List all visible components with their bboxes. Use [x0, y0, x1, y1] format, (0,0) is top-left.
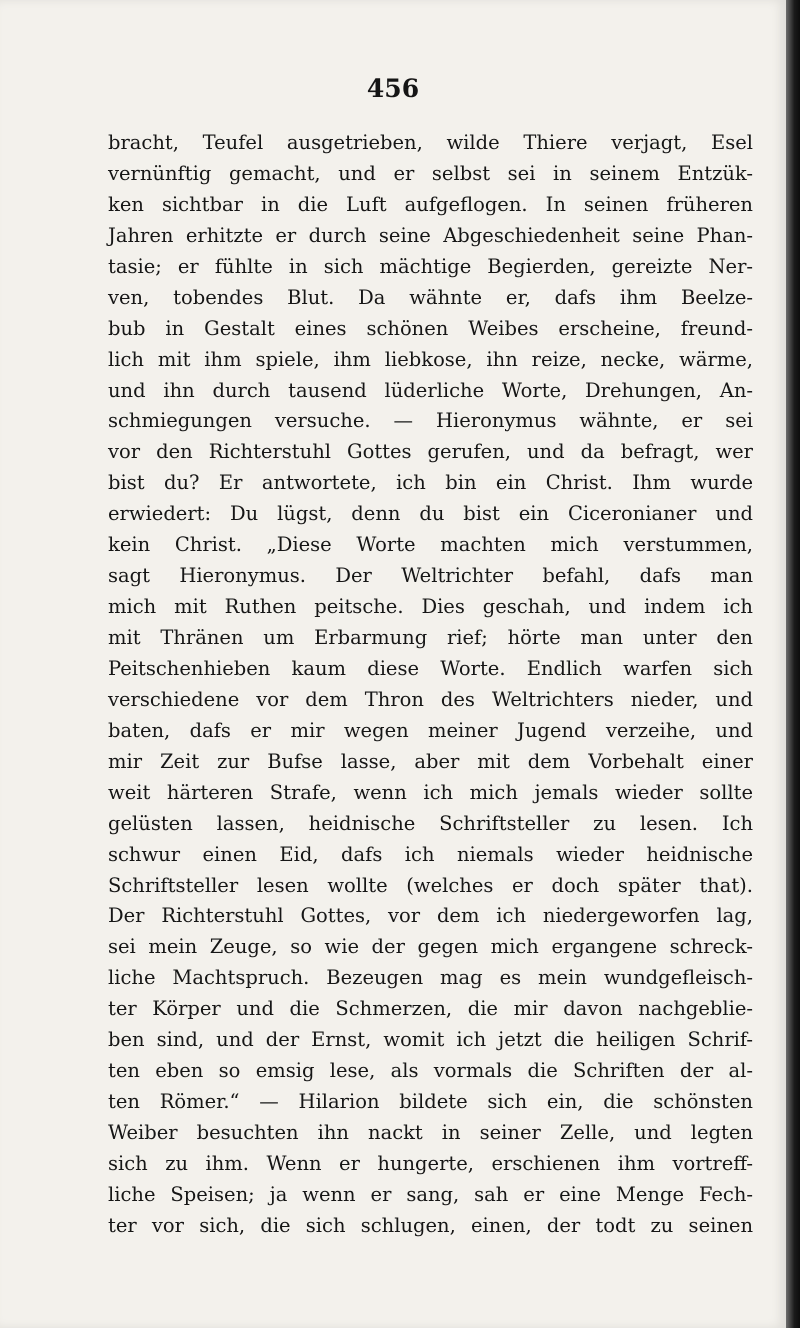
- text-line: ben sind, und der Ernst, womit ich jetzt die heiligen Schrif-: [108, 1028, 753, 1052]
- text-line: ten Römer.“ — Hilarion bildete sich ein, die schönsten: [108, 1090, 753, 1114]
- page-number: 456: [366, 74, 420, 103]
- text-line: Peitschenhieben kaum diese Worte. Endlich warfen sich: [108, 656, 753, 680]
- text-line: sei mein Zeuge, so wie der gegen mich ergangene schreck-: [108, 935, 753, 959]
- text-line: schwur einen Eid, dafs ich niemals wieder heidnische: [108, 842, 753, 866]
- text-line: bracht, Teufel ausgetrieben, wilde Thiere verjagt, Esel: [108, 131, 753, 154]
- text-line: mit Thränen um Erbarmung rief; hörte man unter den: [108, 626, 753, 649]
- text-line: baten, dafs er mir wegen meiner Jugend verzeihe, und: [108, 718, 753, 742]
- text-line: mir Zeit zur Bufse lasse, aber mit dem Vorbehalt einer: [108, 749, 753, 773]
- text-line: ten eben so emsig lese, als vormals die Schriften der al-: [108, 1059, 753, 1083]
- text-line: ter Körper und die Schmerzen, die mir davon nachgeblie-: [108, 997, 753, 1021]
- text-line: kein Christ. „Diese Worte machten mich verstummen,: [108, 533, 753, 557]
- text-line: Weiber besuchten ihn nackt in seiner Zelle, und legten: [108, 1121, 753, 1144]
- text-line: schmiegungen versuche. — Hieronymus wähnte, er sei: [108, 409, 753, 433]
- text-line: verschiedene vor dem Thron des Weltrichters nieder, und: [108, 687, 753, 711]
- text-line: ven, tobendes Blut. Da wähnte er, dafs ihm Beelze-: [108, 285, 753, 309]
- text-line: bist du? Er antwortete, ich bin ein Christ. Ihm wurde: [108, 471, 753, 495]
- page-edge-shadow: [786, 0, 800, 1328]
- text-line: sich zu ihm. Wenn er hungerte, erschienen ihm vortreff-: [108, 1151, 753, 1175]
- text-line: ken sichtbar in die Luft aufgeflogen. In seinen früheren: [108, 192, 753, 216]
- text-line: vernünftig gemacht, und er selbst sei in seinem Entzük-: [108, 161, 753, 185]
- text-line: bub in Gestalt eines schönen Weibes erscheine, freund-: [108, 316, 753, 340]
- text-line: sagt Hieronymus. Der Weltrichter befahl, dafs man: [108, 564, 753, 588]
- text-line: lich mit ihm spiele, ihm liebkose, ihn reize, necke, wärme,: [108, 347, 753, 371]
- text-line: erwiedert: Du lügst, denn du bist ein Ciceronianer und: [108, 502, 753, 526]
- text-line: Schriftsteller lesen wollte (welches er doch später that).: [108, 873, 753, 897]
- text-line: und ihn durch tausend lüderliche Worte, Drehungen, An-: [108, 378, 753, 402]
- text-line: gelüsten lassen, heidnische Schriftsteller zu lesen. Ich: [108, 811, 753, 835]
- body-text: [108, 128, 753, 1242]
- text-line: mich mit Ruthen peitsche. Dies geschah, und indem ich: [108, 595, 753, 619]
- text-line: liche Machtspruch. Bezeugen mag es mein wundgefleisch-: [108, 966, 753, 990]
- text-line: ter vor sich, die sich schlugen, einen, der todt zu seinen: [108, 1213, 753, 1237]
- text-line: weit härteren Strafe, wenn ich mich jemals wieder sollte: [108, 780, 753, 804]
- text-line: tasie; er fühlte in sich mächtige Begierden, gereizte Ner-: [108, 254, 753, 278]
- text-line: Jahren erhitzte er durch seine Abgeschiedenheit seine Phan-: [108, 223, 753, 247]
- text-line: vor den Richterstuhl Gottes gerufen, und da befragt, wer: [108, 440, 753, 464]
- text-line: liche Speisen; ja wenn er sang, sah er eine Menge Fech-: [108, 1182, 753, 1206]
- text-line: Der Richterstuhl Gottes, vor dem ich niedergeworfen lag,: [108, 904, 753, 928]
